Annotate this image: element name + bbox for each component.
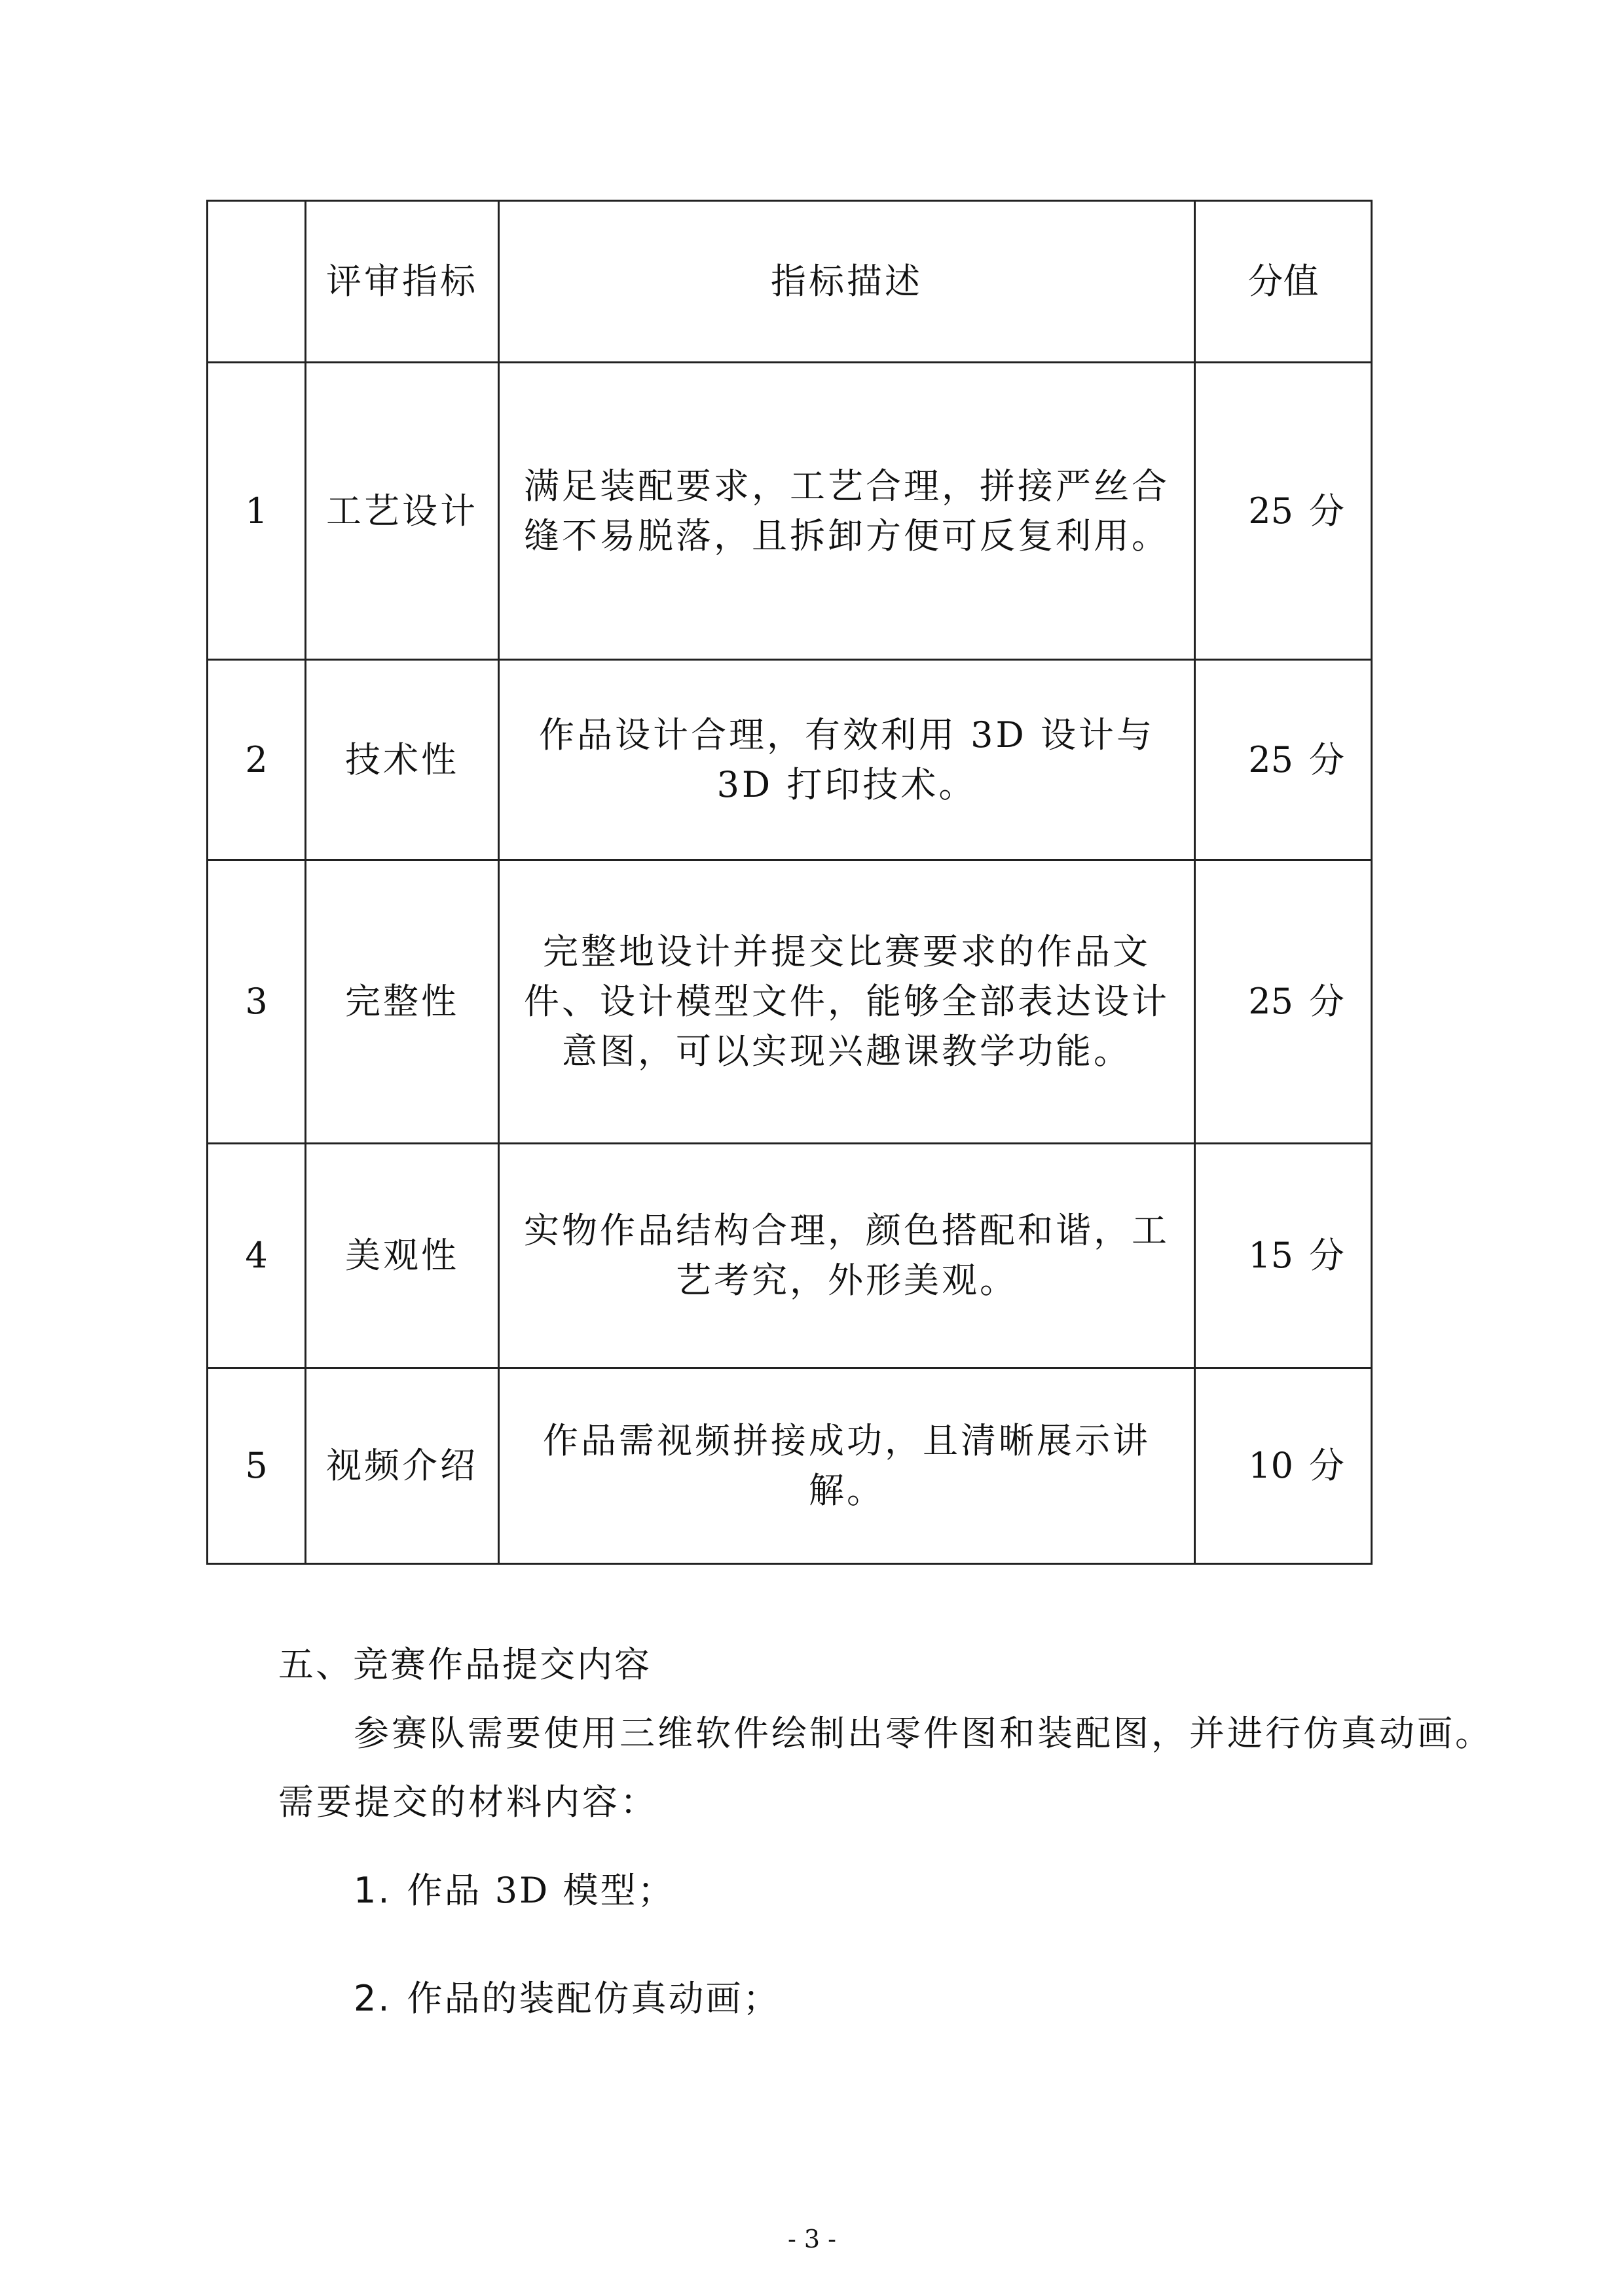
- row-score: [1195, 660, 1372, 860]
- table-row: [208, 860, 1372, 1144]
- row-description: [499, 860, 1195, 1144]
- row-number: 3: [208, 860, 306, 1144]
- row-number: 1: [208, 363, 306, 660]
- row-description: [499, 363, 1195, 660]
- description-line: 件、设计模型文件，能够全部表达设计: [524, 981, 1170, 1022]
- description-line: 作品需视频拼接成功，且清晰展示讲: [543, 1420, 1151, 1461]
- table-header-row: [208, 201, 1372, 363]
- section-heading: 五、竞赛作品提交内容: [278, 1644, 652, 1685]
- description-line: 完整地设计并提交比赛要求的作品文: [543, 931, 1151, 972]
- row-score: [1195, 1368, 1372, 1564]
- description-line: 缝不易脱落，且拆卸方便可反复利用。: [524, 515, 1170, 556]
- list-item-number: 1.: [354, 1870, 392, 1911]
- description-line: 实物作品结构合理，颜色搭配和谐，工: [524, 1210, 1170, 1251]
- row-indicator: 技术性: [306, 660, 499, 860]
- description-line: 艺考究，外形美观。: [676, 1260, 1018, 1301]
- header-number: [208, 201, 306, 363]
- list-item-text: 作品的装配仿真动画；: [407, 1978, 781, 2019]
- row-score: [1195, 1144, 1372, 1368]
- list-item-number: 2.: [354, 1978, 392, 2019]
- score-value: 25: [1248, 738, 1293, 780]
- row-score: [1195, 860, 1372, 1144]
- score-value: 15: [1248, 1235, 1293, 1276]
- list-item-text: 作品 3D 模型；: [407, 1870, 675, 1911]
- scoring-criteria-table: [206, 200, 1373, 1565]
- page-number: - 3 -: [787, 2225, 836, 2253]
- table-row: [208, 660, 1372, 860]
- list-item: [354, 1971, 781, 2021]
- score-unit: 分: [1309, 1445, 1344, 1486]
- description-line: 满足装配要求，工艺合理，拼接严丝合: [524, 465, 1170, 507]
- section-paragraph-line: 参赛队需要使用三维软件绘制出零件图和装配图，并进行仿真动画。: [354, 1713, 1493, 1754]
- row-indicator: 完整性: [306, 860, 499, 1144]
- description-line: 意图，可以实现兴趣课教学功能。: [562, 1030, 1132, 1072]
- table-row: [208, 1144, 1372, 1368]
- table-row: [208, 1368, 1372, 1564]
- list-item: [354, 1863, 675, 1913]
- header-score: 分值: [1195, 201, 1372, 363]
- row-indicator: 工艺设计: [306, 363, 499, 660]
- score-unit: 分: [1309, 490, 1344, 532]
- header-description: 指标描述: [499, 201, 1195, 363]
- row-number: 5: [208, 1368, 306, 1564]
- row-description: [499, 660, 1195, 860]
- description-line: 3D 打印技术。: [716, 763, 977, 805]
- row-number: 2: [208, 660, 306, 860]
- score-value: 25: [1248, 490, 1293, 532]
- row-number: 4: [208, 1144, 306, 1368]
- header-indicator: 评审指标: [306, 201, 499, 363]
- table-row: [208, 363, 1372, 660]
- row-score: [1195, 363, 1372, 660]
- row-description: [499, 1368, 1195, 1564]
- score-value: 10: [1248, 1445, 1293, 1486]
- score-unit: 分: [1309, 738, 1344, 780]
- score-value: 25: [1248, 981, 1293, 1022]
- row-indicator: 美观性: [306, 1144, 499, 1368]
- row-description: [499, 1144, 1195, 1368]
- score-unit: 分: [1309, 981, 1344, 1022]
- description-line: 解。: [809, 1470, 885, 1511]
- row-indicator: 视频介绍: [306, 1368, 499, 1564]
- section-paragraph-line: 需要提交的材料内容：: [278, 1781, 658, 1823]
- score-unit: 分: [1309, 1235, 1344, 1276]
- description-line: 作品设计合理，有效利用 3D 设计与: [539, 714, 1154, 756]
